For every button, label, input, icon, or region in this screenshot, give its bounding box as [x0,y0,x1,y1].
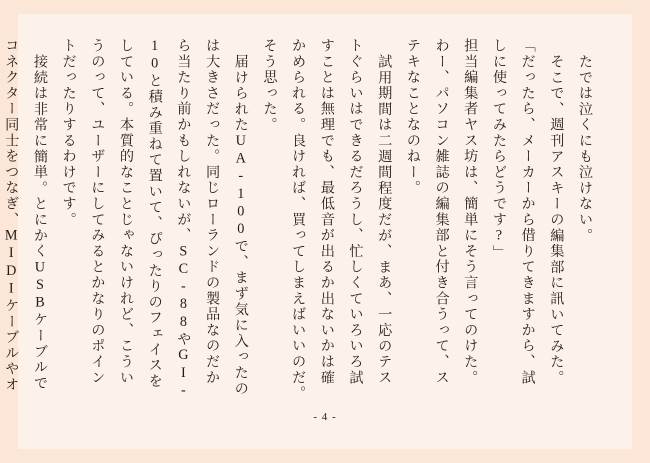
text-column: うのって、ユーザーにしてみるとかなりのポイン [89,38,106,386]
text-column: 届けられたUA-100で、まず気に入ったの [232,54,249,397]
page-paper [3,14,632,449]
text-column: は大きさだった。同じローランドの製品なのだか [204,38,221,386]
text-column: しに使ってみたらどうです?」 [490,38,507,261]
text-column: ら当たり前かもしれないが、SC-88やGI- [175,38,192,400]
text-column: 担当編集者ヤス坊は、簡単にそう言ってのけた。 [462,38,479,386]
text-column: わー、パソコン雑誌の編集部と付き合うって、ス [433,38,450,386]
text-column: たでは泣くにも泣けない。 [577,54,593,244]
text-column: している。本質的なことじゃないけれど、こうい [118,38,134,386]
text-column: 接続は非常に簡単。とにかくUSBケーブルで [31,54,48,392]
vertical-text-body [3,38,598,418]
text-column: かめられる。良ければ、買ってしまえばいいのだ。 [290,38,307,402]
text-column: そこで、週刊アスキーの編集部に訊いてみた。 [548,54,565,386]
text-column: すことは無理でも、最低音が出るか出ないかは確 [318,38,335,386]
text-column: 試用期間は二週間程度だが、まあ、一応のテス [376,54,393,386]
text-column: そう思った。 [261,38,278,133]
text-column: コネクター同士をつなぎ、MIDIケーブルやオ [3,38,20,393]
text-column: 10と積み重ねて置いて、ぴったりのフェイスを [146,38,163,390]
text-column: 「だったら、メーカーから借りてきますから、試 [519,38,536,386]
text-column: トぐらいはできるだろうし、忙しくていろいろ試 [347,38,364,386]
page-number: - 4 - [313,411,337,423]
text-column: トだったりするわけです。 [60,38,77,228]
text-column: テキなことなのねー。 [404,38,421,196]
